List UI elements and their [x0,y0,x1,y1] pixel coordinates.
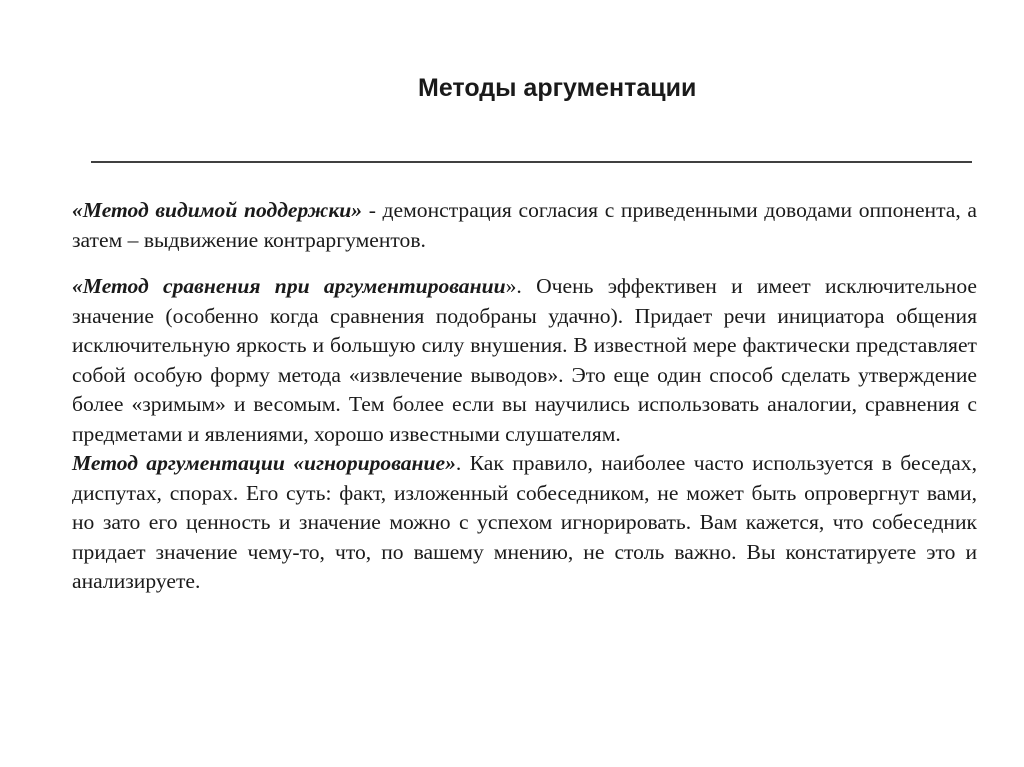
paragraph-visible-support [72,196,977,255]
slide-body [72,196,977,597]
paragraph-ignoring [72,449,977,597]
method-term: Метод аргументации «игнорирование» [72,451,456,475]
paragraph-comparison [72,272,977,449]
method-description: - демонстрация согласия с приведенными доводами оппонента, а затем – выдвижение контраргументов. [72,198,977,252]
method-term: «Метод видимой поддержки» [72,198,363,222]
method-description: . Как правило, наиболее часто используется в беседах, диспутах, спорах. Его суть: факт, изложенный собеседником, не может быть опровергнут вами, но зато его ценность и значение можно с успехом игнорировать. Вам кажется, что собеседник придает значение чему-то, что, по вашему мнению, не столь важно. Вы констатируете это и анализируете. [72,451,977,593]
method-description: ». Очень эффективен и имеет исключительное значение (особенно когда сравнения подобраны удачно). Придает речи инициатора общения исключительную яркость и большую силу внушения. В известной мере фактически представляет собой особую форму метода «извлечение выводов». Это еще один способ сделать утверждение более «зримым» и весомым. Тем более если вы научились использовать аналогии, сравнения с предметами и явлениями, хорошо известными слушателям. [72,274,977,446]
slide-title: Методы аргументации [418,74,697,102]
method-term: «Метод сравнения при аргументировании [72,274,506,298]
title-divider [91,161,972,163]
